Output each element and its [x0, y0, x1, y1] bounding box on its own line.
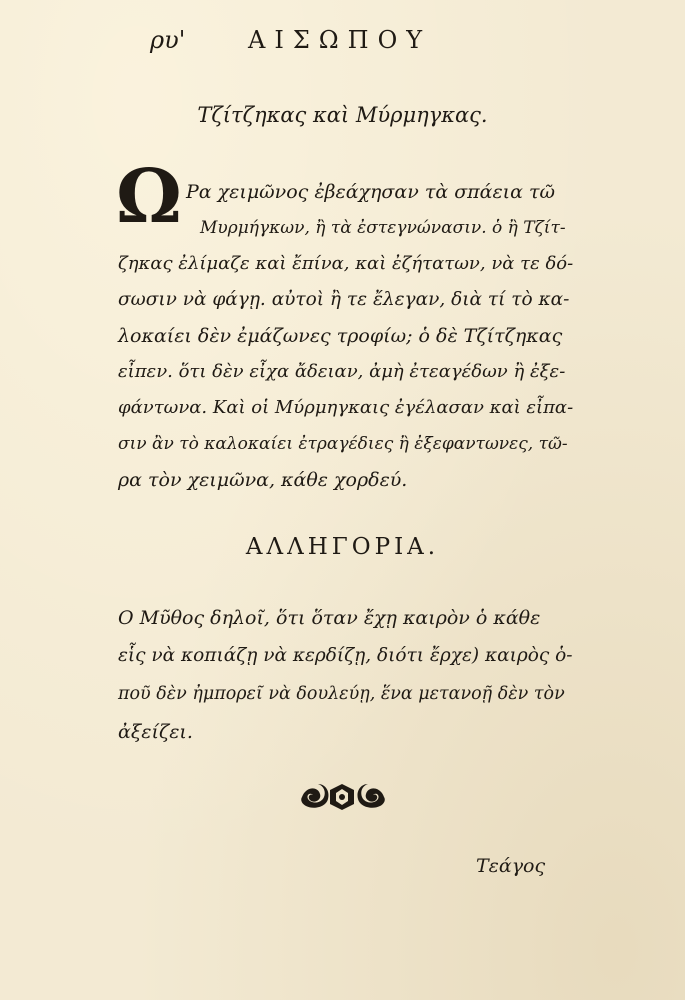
fable-line-6: εἶπεν. ὅτι δὲν εἶχα ἄδειαν, ἀμὴ ἐτεαγέδων ἢ ἐξε- [118, 361, 566, 382]
fable-title: Τζίτζηκας καὶ Μύρμηγκας. [197, 103, 488, 127]
fleuron-icon [296, 780, 390, 818]
moral-line-2: εἷς νὰ κοπιάζῃ νὰ κερδίζῃ, διότι ἔρχε) καιρὸς ὁ- [118, 645, 573, 666]
moral-line-3: ποῦ δὲν ἠμπορεῖ νὰ δουλεύῃ, ἕνα μετανοῇ δὲν τὸν [118, 684, 565, 704]
fable-line-8: σιν ἂν τὸ καλοκαίει ἐτραγέδιες ἢ ἐξεφαντωνες, τῶ- [118, 434, 568, 454]
drop-cap-initial: Ω [116, 154, 182, 240]
moral-line-1: Ο Μῦθος δηλοῖ, ὅτι ὅταν ἔχῃ καιρὸν ὁ κάθε [118, 607, 541, 629]
page-number: ρυ' [150, 26, 186, 54]
fable-line-7: φάντωνα. Καὶ οἱ Μύρμηγκαις ἐγέλασαν καὶ εἶπα- [118, 397, 574, 418]
moral-heading: ΑΛΛΗΓΟΡΙΑ. [245, 534, 440, 560]
fable-line-9: ρα τὸν χειμῶνα, κάθε χορδεύ. [118, 469, 408, 491]
moral-line-4: ἀξείζει. [118, 721, 193, 743]
fable-line-1: Ρα χειμῶνος ἐβεάχησαν τὰ σπάεια τῶ [186, 181, 556, 203]
catchword: Τεάγος [476, 855, 546, 877]
fable-line-4: σωσιν νὰ φάγῃ. αὐτοὶ ἢ τε ἔλεγαν, διὰ τί τὸ κα- [118, 289, 570, 310]
fable-line-2: Μυρμήγκων, ἢ τὰ ἐστεγνώνασιν. ὁ ἢ Τζίτ- [200, 218, 566, 238]
fable-line-3: ζηκας ἐλίμαζε καὶ ἔπίνα, καὶ ἐζήτατων, νὰ τε δό- [118, 253, 574, 274]
running-head: ΑΙΣΩΠΟΥ [248, 26, 432, 54]
fable-line-5: λοκαίει δὲν ἐμάζωνες τροφίω; ὁ δὲ Τζίτζηκας [118, 325, 563, 347]
